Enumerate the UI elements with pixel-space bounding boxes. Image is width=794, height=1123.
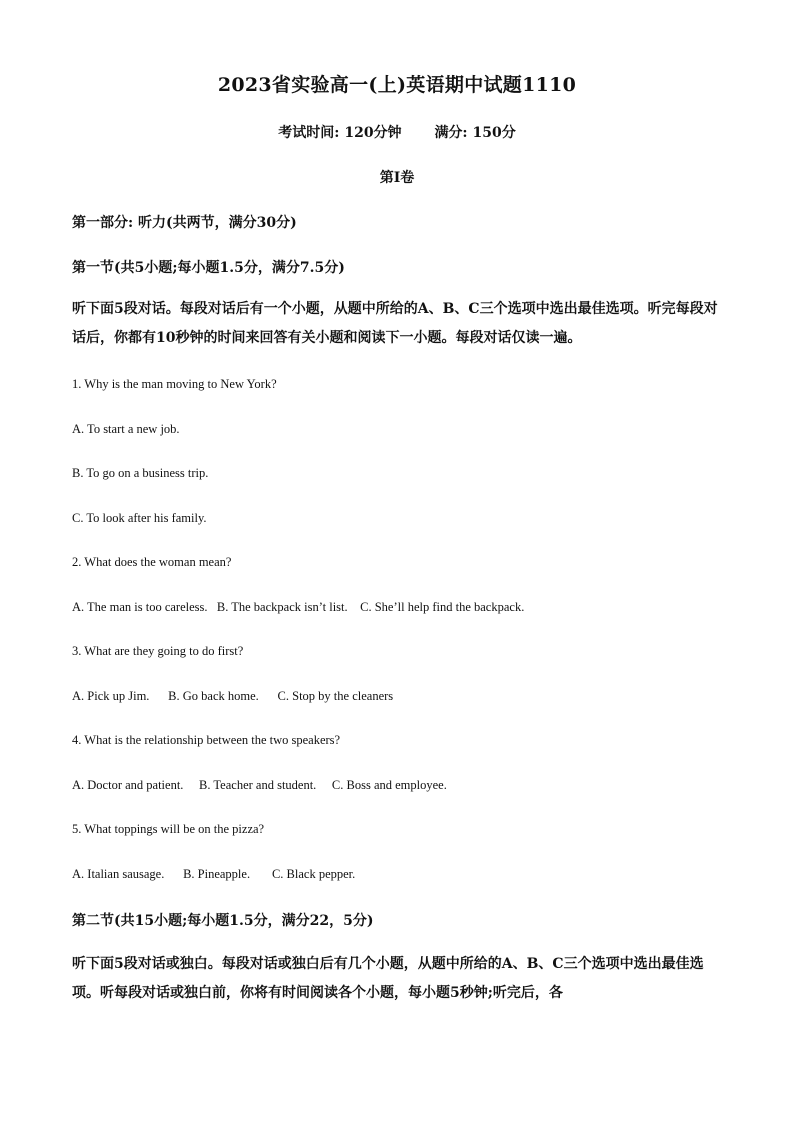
question-options: A. Doctor and patient. B. Teacher and student. C. Boss and employee. (72, 778, 447, 792)
question-stem: 4. What is the relationship between the two speakers? (72, 733, 341, 747)
section1-heading: 第一节(共5小题;每小题1.5分，满分7.5分) (72, 260, 345, 276)
exam-meta (0, 122, 794, 142)
question-option: A. To start a new job. (72, 422, 180, 436)
exam-time: 考试时间: 120分钟 (278, 125, 402, 141)
part1-heading: 第一部分: 听力(共两节，满分30分) (72, 215, 297, 231)
exam-title: 2023省实验高一(上)英语期中试题1110 (217, 74, 577, 96)
question-options: A. Pick up Jim. B. Go back home. C. Stop by the cleaners (72, 689, 394, 703)
question-option: B. To go on a business trip. (72, 466, 209, 480)
section2-heading: 第二节(共15小题;每小题1.5分，满分22，5分) (72, 913, 374, 929)
question-stem: 3. What are they going to do first? (72, 644, 244, 658)
full-score: 满分: 150分 (434, 125, 516, 141)
question-stem: 2. What does the woman mean? (72, 555, 232, 569)
question-options: A. Italian sausage. B. Pineapple. C. Black pepper. (72, 867, 356, 881)
section1-instructions: 听下面5段对话。每段对话后有一个小题，从题中所给的A、B、C三个选项中选出最佳选项。听完每段对话后，你都有10秒钟的时间来回答有关小题和阅读下一小题。每段对话仅读一遍。 (72, 301, 718, 346)
volume-label: 第I卷 (379, 170, 415, 186)
question-stem: 5. What toppings will be on the pizza? (72, 822, 265, 836)
question-stem: 1. Why is the man moving to New York? (72, 377, 277, 391)
question-options: A. The man is too careless. B. The backpack isn’t list. C. She’ll help find the backpack. (72, 600, 525, 614)
section2-instructions: 听下面5段对话或独白。每段对话或独白后有几个小题，从题中所给的A、B、C三个选项中选出最佳选项。听每段对话或独白前，你将有时间阅读各个小题，每小题5秒钟;听完后，各 (72, 956, 704, 1001)
question-option: C. To look after his family. (72, 511, 207, 525)
